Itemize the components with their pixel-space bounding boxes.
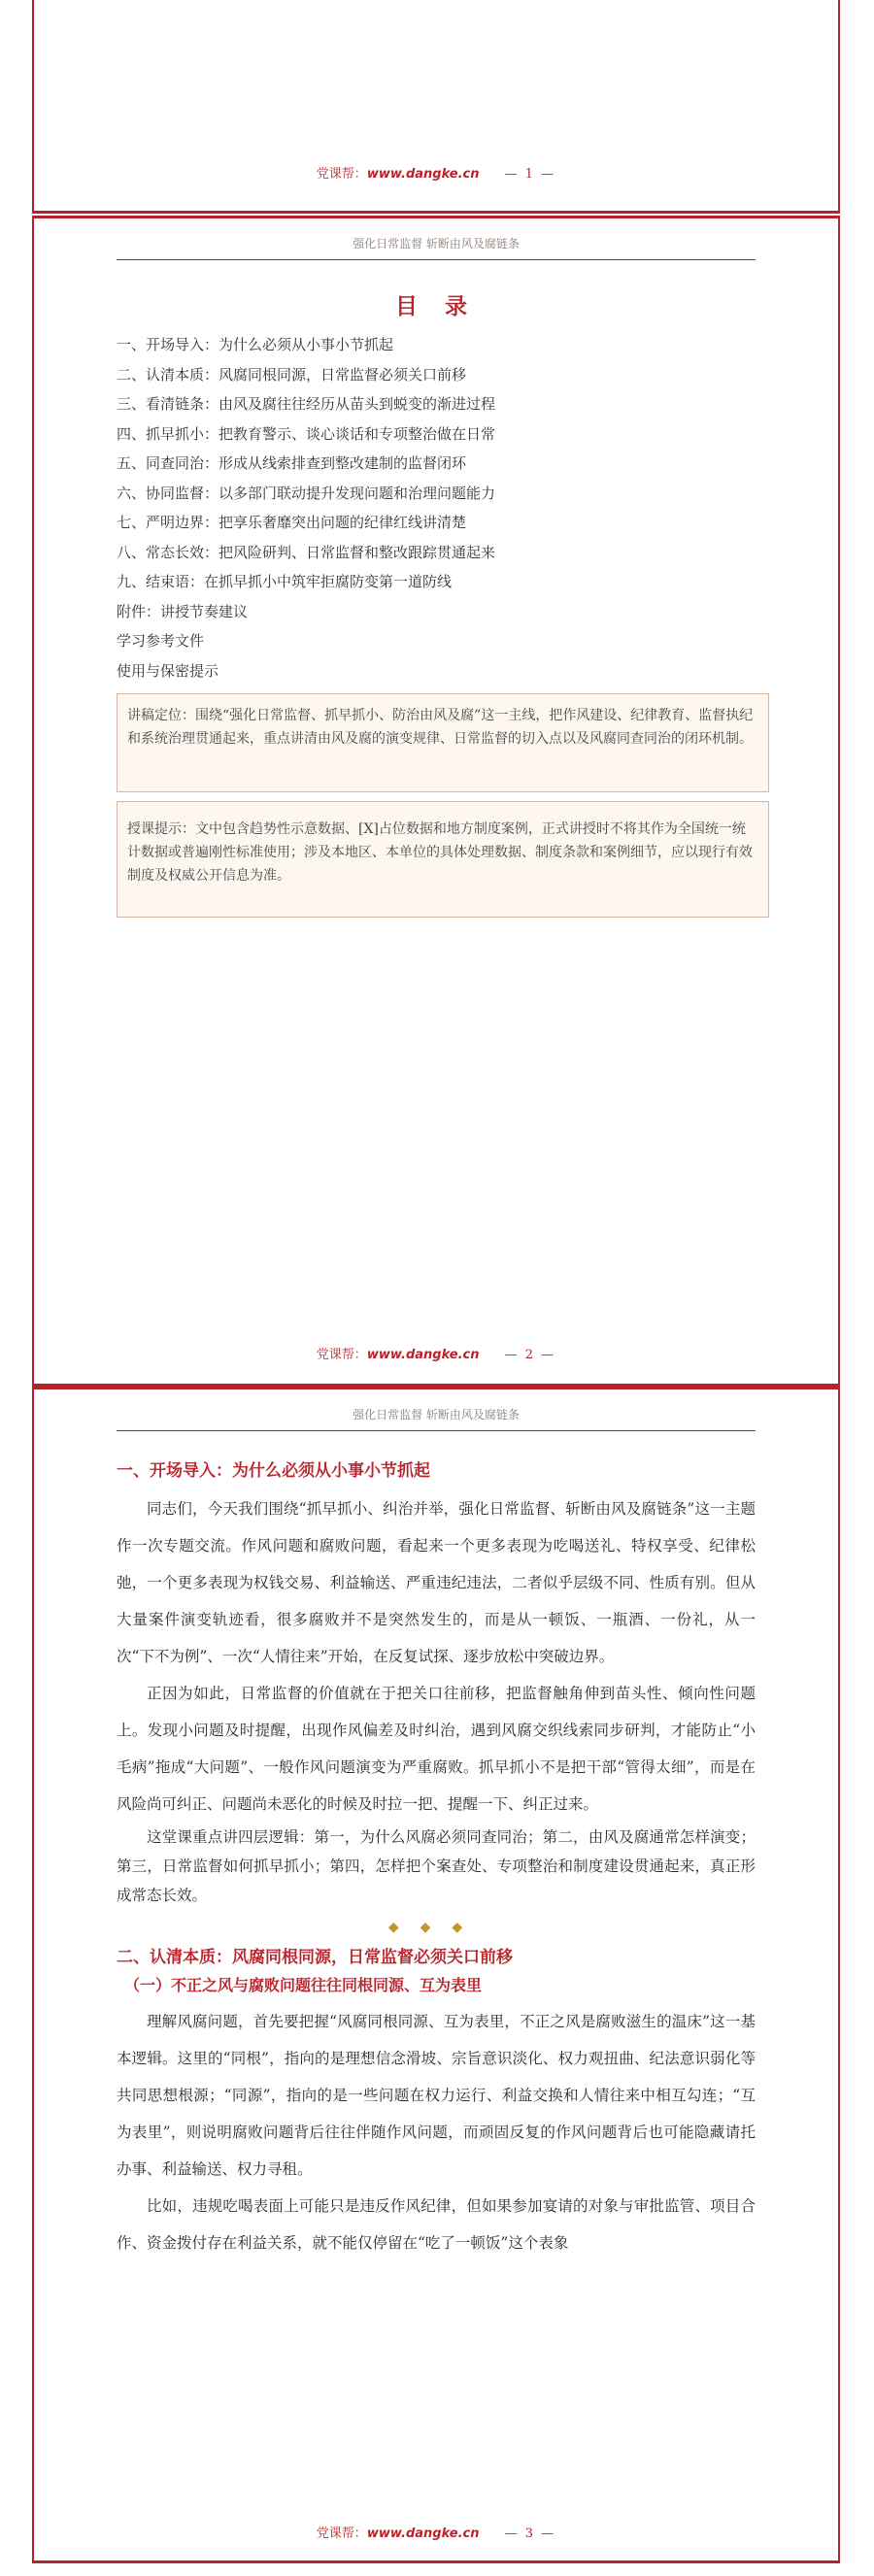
subsection-heading: （一）不正之风与腐败问题往往同根同源、互为表里	[124, 1976, 483, 1994]
page-number: — 1 —	[504, 167, 556, 182]
section-divider: ◆◆◆	[387, 1920, 485, 1935]
toc-item[interactable]: 九、结束语：在抓早抓小中筑牢拒腐防变第一道防线	[117, 573, 453, 590]
toc-item[interactable]: 附件：讲授节奏建议	[117, 602, 249, 620]
footer-site-label: 党课帮：	[316, 167, 367, 182]
toc-item[interactable]: 二、认清本质：风腐同根同源，日常监督必须关口前移	[117, 365, 467, 384]
page-top-rule	[34, 216, 838, 218]
page-bottom-rule	[34, 2560, 838, 2563]
body-paragraph: 理解风腐问题，首先要把握“风腐同根同源、互为表里，不正之风是腐败滋生的温床”这一基本逻辑。这里的“同根”，指向的是理想信念滑坡、宗旨意识淡化、权力观扭曲、纪法意识弱化等共同思想根源；“同源”，指向的是一些问题在权力运行、利益交换和人情往来中相互勾连；“互为表里”，则说明腐败问题背后往往伴随作风问题，而顽固反复的作风问题背后也可能隐藏请托办事、利益输送、权力寻租。	[117, 2013, 756, 2178]
page-footer	[34, 1344, 838, 1362]
positioning-note: 讲稿定位：围绕“强化日常监督、抓早抓小、防治由风及腐”这一主线，把作风建设、纪律教育、监督执纪和系统治理贯通起来，重点讲清由风及腐的演变规律、日常监督的切入点以及风腐同查同治的闭环机制。	[117, 693, 769, 792]
page-3	[32, 1387, 840, 2563]
toc-item[interactable]: 一、开场导入：为什么必须从小事小节抓起	[117, 336, 394, 353]
page-top-rule	[34, 1387, 838, 1389]
section-heading: 一、开场导入：为什么必须从小事小节抓起	[117, 1461, 430, 1481]
toc-item[interactable]: 六、协同监督：以多部门联动提升发现问题和治理问题能力	[117, 484, 496, 502]
body-content	[117, 1456, 756, 2261]
page-number: — 3 —	[504, 2526, 556, 2541]
footer-url: www.dangke.cn	[366, 167, 480, 182]
footer-url: www.dangke.cn	[366, 1348, 480, 1362]
page-1	[32, 0, 840, 214]
page-footer	[34, 2523, 838, 2541]
running-head: 强化日常监督 斩断由风及腐链条	[117, 1406, 756, 1431]
teaching-note: 授课提示：文中包含趋势性示意数据、[X]占位数据和地方制度案例，正式讲授时不将其作为全国统一统计数据或普遍刚性标准使用；涉及本地区、本单位的具体处理数据、制度条款和案例细节，应以现行有效制度及权威公开信息为准。	[117, 801, 769, 918]
toc-list	[117, 330, 495, 686]
footer-site-label: 党课帮：	[316, 1348, 367, 1362]
footer-url: www.dangke.cn	[366, 2526, 480, 2541]
page-number: — 2 —	[504, 1348, 556, 1362]
body-paragraph: 正因为如此，日常监督的价值就在于把关口往前移，把监督触角伸到苗头性、倾向性问题上。发现小问题及时提醒，出现作风偏差及时纠治，遇到风腐交织线索同步研判，才能防止“小毛病”拖成“大问题”、一般作风问题演变为严重腐败。抓早抓小不是把干部“管得太细”，而是在风险尚可纠正、问题尚未恶化的时候及时拉一把、提醒一下、纠正过来。	[117, 1685, 756, 1813]
page-footer	[34, 163, 838, 182]
toc-title: 目 录	[394, 293, 477, 319]
toc-item[interactable]: 使用与保密提示	[117, 661, 219, 680]
toc-item[interactable]: 五、同查同治：形成从线索排查到整改建制的监督闭环	[117, 454, 467, 472]
toc-item[interactable]: 学习参考文件	[117, 632, 205, 650]
page-bottom-rule	[34, 211, 838, 214]
footer-site-label: 党课帮：	[316, 2526, 367, 2541]
body-paragraph: 同志们，今天我们围绕“抓早抓小、纠治并举，强化日常监督、斩断由风及腐链条”这一主题作一次专题交流。作风问题和腐败问题，看起来一个更多表现为吃喝送礼、特权享受、纪律松弛，一个更多表现为权钱交易、利益输送、严重违纪违法，二者似乎层级不同、性质有别。但从大量案件演变轨迹看，很多腐败并不是突然发生的，而是从一顿饭、一瓶酒、一份礼，从一次“下不为例”、一次“人情往来”开始，在反复试探、逐步放松中突破边界。	[117, 1500, 756, 1665]
toc-item[interactable]: 七、严明边界：把享乐奢靡突出问题的纪律红线讲清楚	[117, 514, 467, 531]
body-paragraph: 这堂课重点讲四层逻辑：第一，为什么风腐必须同查同治；第二，由风及腐通常怎样演变；第三，日常监督如何抓早抓小；第四，怎样把个案查处、专项整治和制度建设贯通起来，真正形成常态长效。	[117, 1828, 756, 1904]
body-paragraph: 比如，违规吃喝表面上可能只是违反作风纪律，但如果参加宴请的对象与审批监管、项目合作、资金拨付存在利益关系，就不能仅停留在“吃了一顿饭”这个表象	[117, 2197, 756, 2252]
running-head: 强化日常监督 斩断由风及腐链条	[117, 235, 756, 260]
toc-item[interactable]: 四、抓早抓小：把教育警示、谈心谈话和专项整治做在日常	[117, 424, 496, 443]
section-heading: 二、认清本质：风腐同根同源，日常监督必须关口前移	[117, 1948, 513, 1967]
page-2	[32, 216, 840, 1387]
toc-item[interactable]: 三、看清链条：由风及腐往往经历从苗头到蜕变的渐进过程	[117, 395, 496, 413]
toc-item[interactable]: 八、常态长效：把风险研判、日常监督和整改跟踪贯通起来	[117, 543, 496, 561]
